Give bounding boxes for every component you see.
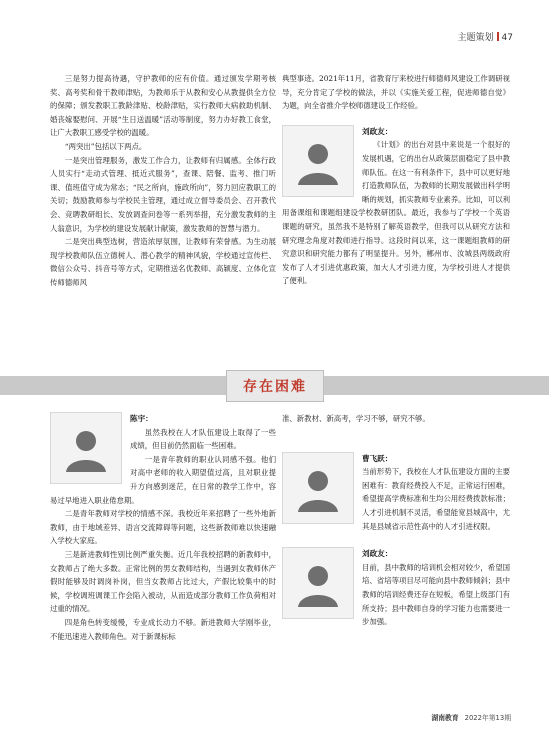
person-icon <box>292 462 344 514</box>
paragraph: 三是新进教师性别比例严重失衡。近几年我校招聘的新教师中，女教师占了绝大多数。正常比例的男女教师结构，当遇到女教师休产假时能够及时调岗补岗，但当女教师占比过大，产假比较集中的时候，学校调班调课工作会陷入被动，从而造成部分教师工作负荷相对过重的情况。 <box>50 549 276 614</box>
paragraph: 四是角色转变缓慢，专业成长动力不够。新进教师大学刚毕业，不能迅速进入教师角色。对于新课标标 <box>50 617 276 641</box>
right-column-bottom <box>282 412 510 629</box>
speaker-name: 陈宇： <box>130 414 153 423</box>
speaker-name: 刘政友： <box>362 126 393 136</box>
avatar <box>50 412 122 484</box>
journal-name: 湖南教育 <box>431 714 459 722</box>
speaker-name: 刘政友： <box>362 549 393 559</box>
person-icon <box>292 557 344 609</box>
paragraph: 二是突出典型选树，营造浓厚氛围，让教师有荣誉感。为生动展现学校教师队伍立德树人、潜心教学的精神风貌，学校通过宣传栏、微信公众号、抖音号等方式，定期推送名优教师、高颖度、立体化宣传师德师风 <box>50 237 276 287</box>
paragraph: 二是青年教师对学校的情感不深。我校近年来招聘了一些外地新教师，由于地域差异、语言交流障碍等问题，这些新教师难以快速融入学校大家庭。 <box>50 509 276 546</box>
page-footer <box>431 712 511 722</box>
page-header <box>458 30 513 43</box>
paragraph: 目前，县中教师的培训机会相对较少，希望国培、省培等项目尽可能向县中教师倾斜；县中教师的培训经费还存在短板，希望上级部门有所支持；县中教师自身的学习能力也需要进一步加强。 <box>362 562 510 627</box>
paragraph: “两突出”包括以下两点。 <box>64 141 147 151</box>
paragraph: 《计划》的出台对县中来说是一个很好的发展机遇，它的出台从政策层面稳定了县中教师队伍。在这一有利条件下，县中可以更好地打造教师队伍，为教师的长期发展做出科学明晰的规划，抓实教师专业素养。比如，可以利用备课组和课题组建设学校教研团队。最近，我参与了学校一个英语课题的研究，虽然我不是特别了解英语教学，但我可以从研究方法和研究理念角度对教师进行指导。这段时间以来，这一课题组教师的研究意识和研究能力都有了明显提升。另外，郴州市、汝城县两级政府发布了人才引进优惠政策，加大人才引进力度，为学校引进人才提供了便利。 <box>282 140 510 286</box>
paragraph: 一是青年教师的职业认同感不强。他们对高中老师的收入期望值过高，且对职业提升方向感到迷茫，在日常的教学工作中，容易过早地进入职业倦怠期。 <box>50 454 276 505</box>
paragraph: 一是突出管理服务，激发工作合力，让教师有归属感。全体行政人员实行“走动式管理、抵近式服务”，查课、陪餐、监考、推门听课、值班值守成为常态；“民之所向，施政所向”，努力回应教职工的关切；鼓励教师参与学校民主管理，通过成立督导委员会、召开教代会、竞聘教研组长、发放调查问卷等一系列举措，充分激发教师的主人翁意识，为学校的建设发展献计献策，激发教师的智慧与潜力。 <box>50 155 276 233</box>
person-icon <box>292 135 344 187</box>
right-column-top <box>282 72 510 288</box>
page-number: 47 <box>501 33 513 43</box>
speaker-name: 曹飞跃： <box>362 453 393 463</box>
section-banner <box>0 368 549 402</box>
header-divider <box>497 32 499 41</box>
avatar <box>282 452 354 524</box>
left-column-bottom <box>50 412 276 643</box>
left-column-top <box>50 72 276 290</box>
section-title: 主题策划 <box>457 33 494 43</box>
paragraph: 典型事迹。2021年11月，省教育厅来校进行师德师风建设工作调研视导，充分肯定了学校的做法，并以《实施关爱工程，促进师德自觉》为题，向全省推介学校师德建设工作经验。 <box>282 74 510 111</box>
person-icon <box>60 422 112 474</box>
paragraph: 准、新教材、新高考，学习不够，研究不够。 <box>282 414 430 423</box>
avatar <box>282 547 354 619</box>
paragraph: 当前形势下，我校在人才队伍建设方面的主要困难有：教育经费投入不足，正常运行困难，希望提高学费标准和生均公用经费拨款标准；人才引进机制不灵活，希望能宽县城高中，尤其是县城省示范性高中的人才引进权限。 <box>362 467 510 531</box>
avatar <box>282 125 354 197</box>
issue-label: 2022年第13期 <box>464 714 511 722</box>
paragraph: 虽然我校在人才队伍建设上取得了一些成绩，但目前仍然面临一些困难。 <box>130 427 276 451</box>
banner-title: 存在困难 <box>226 370 324 402</box>
paragraph: 三是努力提高待遇，守护教师的应有价值。通过颁发学期考核奖、高考奖和骨干教师津贴，为教师乐于从教和安心从教提供全方位的保障；颁发教职工教龄津贴、校龄津贴，实行教师大病救助机制、婚丧嫁娶慰问、开展“生日送温暖”活动等制度，努力办好教工食堂，让广大教职工感受学校的温暖。 <box>50 74 276 138</box>
